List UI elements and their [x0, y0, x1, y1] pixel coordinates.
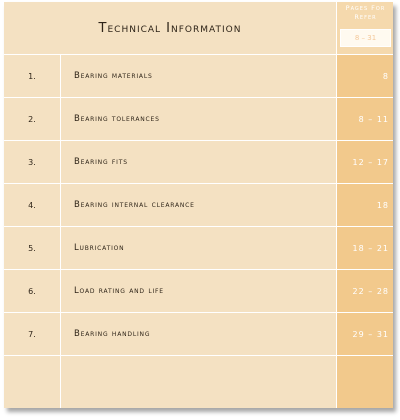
toc-row-2[interactable] — [4, 98, 393, 141]
toc-row-4[interactable] — [4, 184, 393, 227]
toc-pages: 12 – 17 — [352, 157, 389, 167]
toc-row-7[interactable] — [4, 313, 393, 356]
pages-range-box: 8 – 31 — [340, 29, 391, 47]
toc-row-1[interactable] — [4, 55, 393, 98]
page-title: Technical Information — [98, 20, 242, 36]
toc-number: 3. — [28, 157, 36, 167]
toc-row-5[interactable] — [4, 227, 393, 270]
toc-title: Bearing tolerances — [74, 114, 160, 124]
toc-title: Bearing handling — [74, 329, 151, 339]
toc-title: Bearing materials — [74, 71, 153, 81]
toc-page — [4, 2, 393, 408]
toc-title: Bearing internal clearance — [74, 200, 195, 210]
toc-pages: 18 — [376, 200, 389, 210]
toc-list — [4, 55, 393, 408]
toc-number: 7. — [28, 329, 36, 339]
toc-pages: 8 – 11 — [358, 114, 389, 124]
toc-number: 4. — [28, 200, 36, 210]
toc-row-6[interactable] — [4, 270, 393, 313]
toc-pages: 8 — [382, 71, 389, 81]
toc-number: 6. — [28, 286, 36, 296]
toc-title: Load rating and life — [74, 286, 164, 296]
toc-title: Bearing fits — [74, 157, 128, 167]
toc-number: 2. — [28, 114, 36, 124]
toc-row-3[interactable] — [4, 141, 393, 184]
pages-for-refer-header — [336, 2, 393, 54]
toc-title: Lubrication — [74, 243, 125, 253]
toc-empty-row — [4, 356, 393, 408]
pages-for-refer-label: Pages For Refer — [345, 4, 386, 21]
toc-pages: 29 – 31 — [352, 329, 389, 339]
toc-number: 1. — [28, 71, 36, 81]
toc-pages: 18 – 21 — [352, 243, 389, 253]
toc-number: 5. — [28, 243, 36, 253]
toc-pages: 22 – 28 — [352, 286, 389, 296]
